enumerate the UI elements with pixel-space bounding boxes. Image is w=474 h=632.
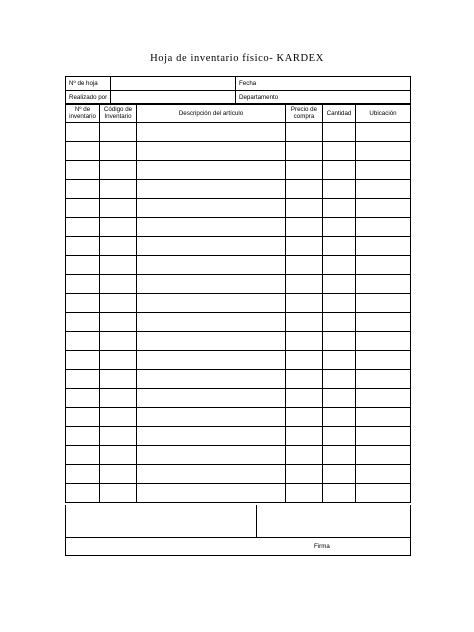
cell-item-description[interactable] — [137, 180, 286, 199]
signature-block — [65, 505, 411, 556]
table-row — [66, 370, 411, 389]
cell-inventory-number[interactable] — [66, 161, 100, 180]
cell-location[interactable] — [356, 275, 411, 294]
cell-quantity[interactable] — [323, 313, 356, 332]
cell-purchase-price[interactable] — [286, 351, 323, 370]
cell-item-description[interactable] — [137, 294, 286, 313]
cell-purchase-price[interactable] — [286, 180, 323, 199]
cell-inventory-number[interactable] — [66, 294, 100, 313]
cell-inventory-number[interactable] — [66, 332, 100, 351]
cell-location[interactable] — [356, 123, 411, 142]
cell-location[interactable] — [356, 370, 411, 389]
cell-location[interactable] — [356, 256, 411, 275]
table-row — [66, 389, 411, 408]
cell-location[interactable] — [356, 294, 411, 313]
cell-inventory-number[interactable] — [66, 237, 100, 256]
table-row — [66, 446, 411, 465]
table-row — [66, 142, 411, 161]
header-fields-block — [65, 76, 411, 105]
cell-purchase-price[interactable] — [286, 123, 323, 142]
cell-location[interactable] — [356, 446, 411, 465]
cell-purchase-price[interactable] — [286, 218, 323, 237]
cell-inventory-code[interactable] — [100, 218, 137, 237]
cell-inventory-code[interactable] — [100, 142, 137, 161]
cell-inventory-number[interactable] — [66, 351, 100, 370]
cell-purchase-price[interactable] — [286, 370, 323, 389]
cell-inventory-number[interactable] — [66, 256, 100, 275]
table-row — [66, 484, 411, 503]
cell-inventory-number[interactable] — [66, 465, 100, 484]
cell-location[interactable] — [356, 484, 411, 503]
table-row — [66, 351, 411, 370]
table-row — [66, 465, 411, 484]
cell-quantity[interactable] — [323, 484, 356, 503]
column-header-inventory-number: Nº de inventario — [66, 104, 100, 123]
cell-item-description[interactable] — [137, 446, 286, 465]
cell-item-description[interactable] — [137, 275, 286, 294]
column-header-location: Ubicación — [356, 104, 411, 123]
cell-inventory-number[interactable] — [66, 180, 100, 199]
cell-item-description[interactable] — [137, 218, 286, 237]
table-row — [66, 427, 411, 446]
cell-purchase-price[interactable] — [286, 237, 323, 256]
cell-quantity[interactable] — [323, 161, 356, 180]
table-header-row — [66, 104, 411, 123]
cell-inventory-code[interactable] — [100, 294, 137, 313]
cell-inventory-number[interactable] — [66, 484, 100, 503]
cell-quantity[interactable] — [323, 237, 356, 256]
table-row — [66, 218, 411, 237]
cell-quantity[interactable] — [323, 351, 356, 370]
cell-quantity[interactable] — [323, 256, 356, 275]
sheet-number-field[interactable] — [111, 77, 235, 90]
cell-item-description[interactable] — [137, 332, 286, 351]
cell-item-description[interactable] — [137, 389, 286, 408]
cell-inventory-number[interactable] — [66, 199, 100, 218]
cell-purchase-price[interactable] — [286, 427, 323, 446]
cell-inventory-code[interactable] — [100, 427, 137, 446]
document-title: Hoja de inventario físico- KARDEX — [150, 53, 324, 64]
cell-inventory-number[interactable] — [66, 142, 100, 161]
cell-item-description[interactable] — [137, 408, 286, 427]
cell-item-description[interactable] — [137, 351, 286, 370]
signature-label: Firma — [314, 543, 330, 550]
cell-quantity[interactable] — [323, 465, 356, 484]
cell-purchase-price[interactable] — [286, 275, 323, 294]
cell-inventory-code[interactable] — [100, 465, 137, 484]
cell-location[interactable] — [356, 161, 411, 180]
signature-horizontal-divider — [66, 537, 410, 538]
cell-item-description[interactable] — [137, 370, 286, 389]
table-row — [66, 332, 411, 351]
cell-inventory-number[interactable] — [66, 389, 100, 408]
cell-item-description[interactable] — [137, 256, 286, 275]
cell-purchase-price[interactable] — [286, 199, 323, 218]
cell-item-description[interactable] — [137, 427, 286, 446]
cell-purchase-price[interactable] — [286, 389, 323, 408]
cell-inventory-code[interactable] — [100, 180, 137, 199]
cell-location[interactable] — [356, 218, 411, 237]
cell-purchase-price[interactable] — [286, 294, 323, 313]
cell-location[interactable] — [356, 180, 411, 199]
table-row — [66, 408, 411, 427]
done-by-label: Realizado por — [69, 94, 108, 101]
cell-purchase-price[interactable] — [286, 465, 323, 484]
department-label: Departamento — [239, 94, 279, 101]
cell-purchase-price[interactable] — [286, 256, 323, 275]
cell-inventory-number[interactable] — [66, 427, 100, 446]
cell-location[interactable] — [356, 465, 411, 484]
notes-area[interactable] — [66, 505, 256, 537]
cell-inventory-code[interactable] — [100, 389, 137, 408]
cell-quantity[interactable] — [323, 294, 356, 313]
column-header-quantity: Cantidad — [323, 104, 356, 123]
cell-item-description[interactable] — [137, 484, 286, 503]
cell-location[interactable] — [356, 389, 411, 408]
cell-item-description[interactable] — [137, 465, 286, 484]
cell-item-description[interactable] — [137, 313, 286, 332]
header-label-divider-right — [235, 77, 236, 104]
column-header-purchase-price: Precio de compra — [286, 104, 323, 123]
cell-purchase-price[interactable] — [286, 484, 323, 503]
table-row — [66, 180, 411, 199]
cell-inventory-number[interactable] — [66, 313, 100, 332]
cell-quantity[interactable] — [323, 370, 356, 389]
cell-item-description[interactable] — [137, 123, 286, 142]
cell-location[interactable] — [356, 313, 411, 332]
column-header-inventory-code: Código de Inventario — [100, 104, 137, 123]
cell-inventory-code[interactable] — [100, 256, 137, 275]
cell-purchase-price[interactable] — [286, 408, 323, 427]
cell-quantity[interactable] — [323, 218, 356, 237]
cell-location[interactable] — [356, 199, 411, 218]
inventory-table — [65, 103, 411, 503]
cell-item-description[interactable] — [137, 161, 286, 180]
table-row — [66, 313, 411, 332]
cell-quantity[interactable] — [323, 389, 356, 408]
inventory-table-body — [66, 123, 411, 503]
date-label: Fecha — [239, 80, 257, 87]
cell-purchase-price[interactable] — [286, 142, 323, 161]
cell-purchase-price[interactable] — [286, 332, 323, 351]
cell-item-description[interactable] — [137, 142, 286, 161]
cell-inventory-code[interactable] — [100, 484, 137, 503]
cell-location[interactable] — [356, 408, 411, 427]
column-header-item-description: Descripción del artículo — [137, 104, 286, 123]
cell-location[interactable] — [356, 237, 411, 256]
table-row — [66, 199, 411, 218]
signature-area[interactable] — [257, 505, 410, 537]
cell-inventory-code[interactable] — [100, 123, 137, 142]
cell-item-description[interactable] — [137, 199, 286, 218]
cell-location[interactable] — [356, 427, 411, 446]
cell-inventory-number[interactable] — [66, 123, 100, 142]
cell-quantity[interactable] — [323, 446, 356, 465]
cell-inventory-code[interactable] — [100, 332, 137, 351]
cell-quantity[interactable] — [323, 180, 356, 199]
cell-inventory-code[interactable] — [100, 237, 137, 256]
cell-quantity[interactable] — [323, 408, 356, 427]
cell-location[interactable] — [356, 142, 411, 161]
cell-location[interactable] — [356, 351, 411, 370]
cell-item-description[interactable] — [137, 237, 286, 256]
cell-purchase-price[interactable] — [286, 446, 323, 465]
table-row — [66, 275, 411, 294]
cell-inventory-code[interactable] — [100, 161, 137, 180]
cell-inventory-code[interactable] — [100, 275, 137, 294]
cell-quantity[interactable] — [323, 142, 356, 161]
table-row — [66, 256, 411, 275]
cell-inventory-code[interactable] — [100, 446, 137, 465]
cell-purchase-price[interactable] — [286, 161, 323, 180]
cell-inventory-code[interactable] — [100, 370, 137, 389]
cell-quantity[interactable] — [323, 123, 356, 142]
cell-inventory-code[interactable] — [100, 313, 137, 332]
table-row — [66, 237, 411, 256]
cell-inventory-code[interactable] — [100, 351, 137, 370]
cell-quantity[interactable] — [323, 332, 356, 351]
table-row — [66, 294, 411, 313]
cell-purchase-price[interactable] — [286, 313, 323, 332]
cell-quantity[interactable] — [323, 199, 356, 218]
table-row — [66, 161, 411, 180]
cell-inventory-code[interactable] — [100, 408, 137, 427]
cell-inventory-number[interactable] — [66, 446, 100, 465]
cell-inventory-number[interactable] — [66, 370, 100, 389]
cell-location[interactable] — [356, 332, 411, 351]
cell-quantity[interactable] — [323, 427, 356, 446]
cell-inventory-number[interactable] — [66, 408, 100, 427]
sheet-number-label: Nº de hoja — [69, 80, 98, 87]
cell-inventory-number[interactable] — [66, 275, 100, 294]
cell-inventory-number[interactable] — [66, 218, 100, 237]
date-field[interactable] — [266, 77, 410, 90]
table-row — [66, 123, 411, 142]
cell-inventory-code[interactable] — [100, 199, 137, 218]
cell-quantity[interactable] — [323, 275, 356, 294]
